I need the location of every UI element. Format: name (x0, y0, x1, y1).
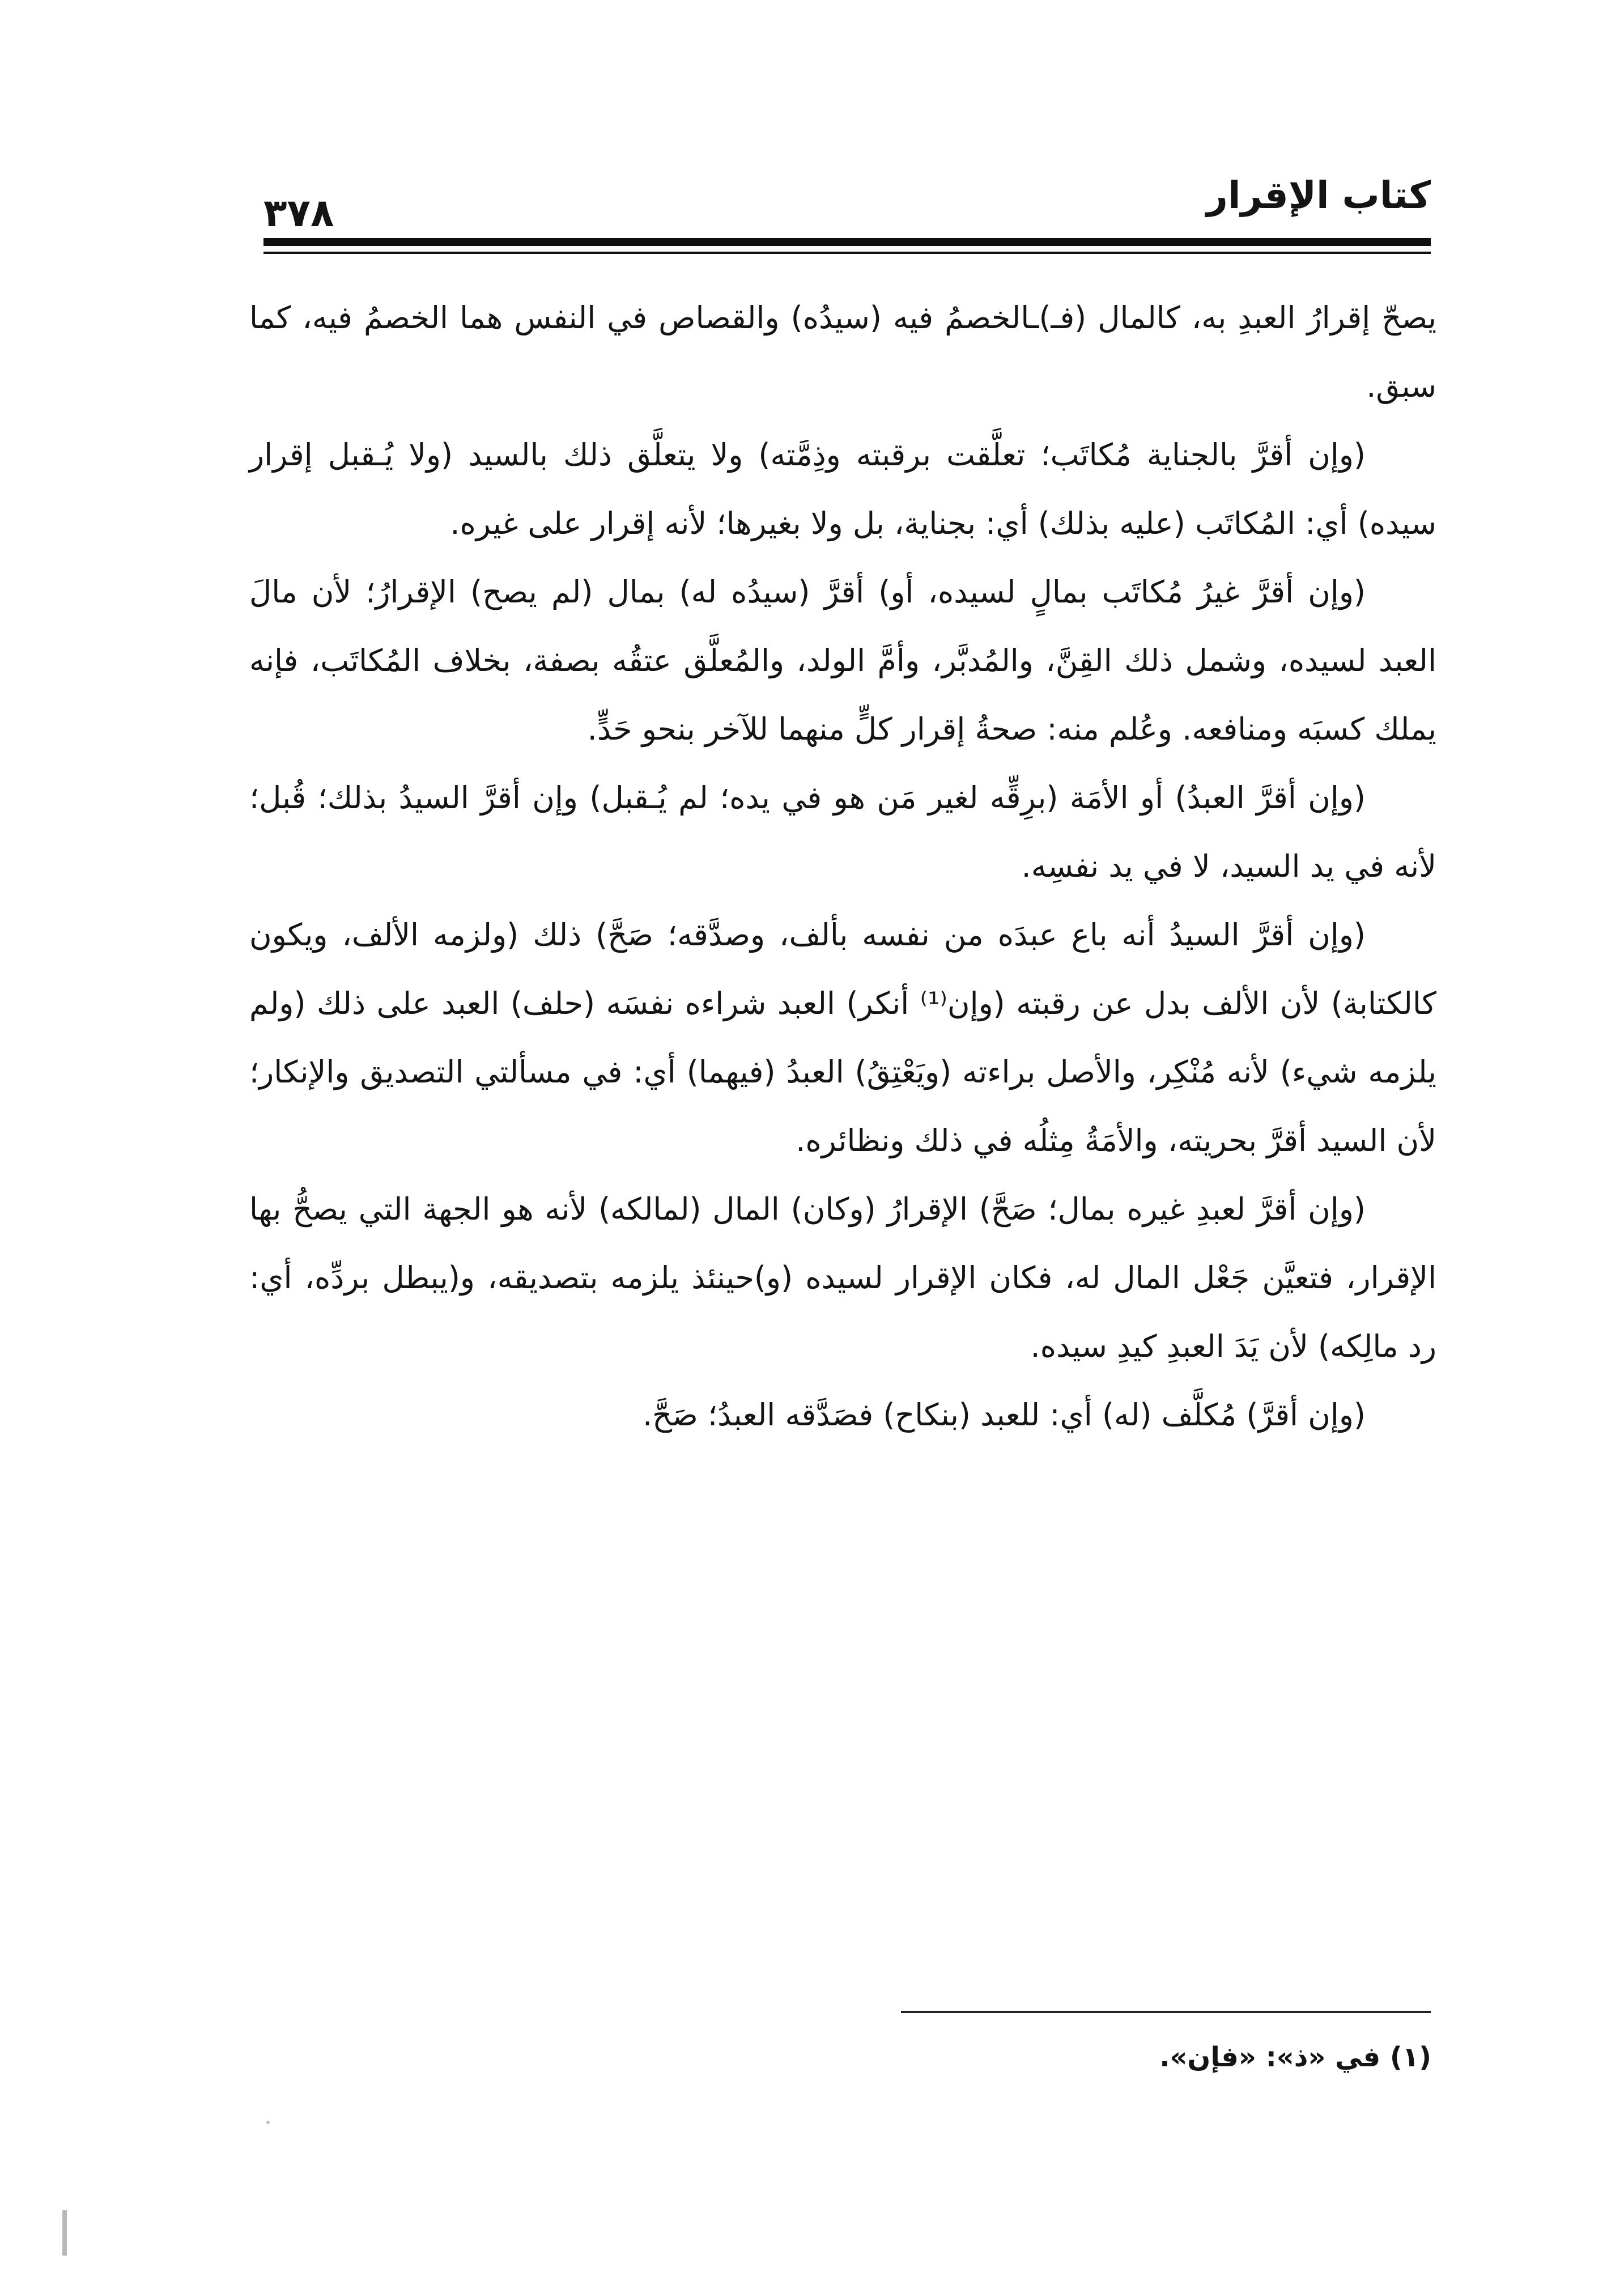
footnote-separator (901, 2011, 1431, 2013)
paragraph-4: (وإن أقرَّ العبدُ) أو الأمَة (برِقِّه لغير مَن هو في يده؛ لم يُـقبل) وإن أقرَّ السيدُ بذلك؛ قُبل؛ لأنه في يد السيد، لا في يد نفسِه. (249, 780, 1436, 884)
page-number: ٣٧٨ (263, 191, 334, 236)
header-rule-thin (263, 252, 1431, 254)
main-text (249, 283, 1436, 1449)
footnote-1: (١) في «ذ»: «فإن». (1159, 2041, 1431, 2073)
paragraph-7: (وإن أقرَّ) مُكلَّف (له) أي: للعبد (بنكاح) فصَدَّقه العبدُ؛ صَحَّ. (642, 1397, 1366, 1433)
running-header (263, 153, 1431, 238)
chapter-title: كتاب الإقرار (1206, 173, 1431, 217)
paragraph-1: يصحّ إقرارُ العبدِ به، كالمال (فـ)ـالخصمُ فيه (سيدُه) والقصاص في النفس هما الخصمُ فيه، كما سبق. (249, 300, 1436, 404)
paragraph-3: (وإن أقرَّ غيرُ مُكاتَب بمالٍ لسيده، أو) أقرَّ (سيدُه له) بمال (لم يصح) الإقرارُ؛ لأن مالَ العبد لسيده، وشمل ذلك القِنَّ، والمُدبَّر، وأمَّ الولد، والمُعلَّق عتقُه بصفة، بخلاف المُكاتَب، فإنه يملك كسبَه ومنافعه. وعُلم منه: صحةُ إقرار كلٍّ منهما للآخر بنحو حَدٍّ. (249, 574, 1436, 747)
paragraph-2: (وإن أقرَّ بالجناية مُكاتَب؛ تعلَّقت برقبته وذِمَّته) ولا يتعلَّق ذلك بالسيد (ولا يُـقبل إقرار سيده) أي: المُكاتَب (عليه بذلك) أي: بجناية، بل ولا بغيرها؛ لأنه إقرار على غيره. (249, 437, 1436, 541)
paragraph-6: (وإن أقرَّ لعبدِ غيره بمال؛ صَحَّ) الإقرارُ (وكان) المال (لمالكه) لأنه هو الجهة التي يصحُّ بها الإقرار، فتعيَّن جَعْل المال له، فكان الإقرار لسيده (و)حينئذ يلزمه بتصديقه، و(يبطل بردِّه، أي: رد مالِكه) لأن يَدَ العبدِ كيدِ سيده. (249, 1191, 1436, 1364)
header-rule-thick (263, 238, 1431, 246)
scan-margin-mark (62, 2210, 67, 2256)
scan-speck (266, 2121, 270, 2124)
paragraph-5: (وإن أقرَّ السيدُ أنه باع عبدَه من نفسه بألف، وصدَّقه؛ صَحَّ) ذلك (ولزمه الألف، ويكون كالكتابة) لأن الألف بدل عن رقبته (وإن⁽¹⁾ أنكر) العبد شراءه نفسَه (حلف) العبد على ذلك (ولم يلزمه شيء) لأنه مُنْكِر، والأصل براءته (ويَعْتِقُ) العبدُ (فيهما) أي: في مسألتي التصديق والإنكار؛ لأن السيد أقرَّ بحريته، والأمَةُ مِثلُه في ذلك ونظائره. (249, 917, 1437, 1158)
